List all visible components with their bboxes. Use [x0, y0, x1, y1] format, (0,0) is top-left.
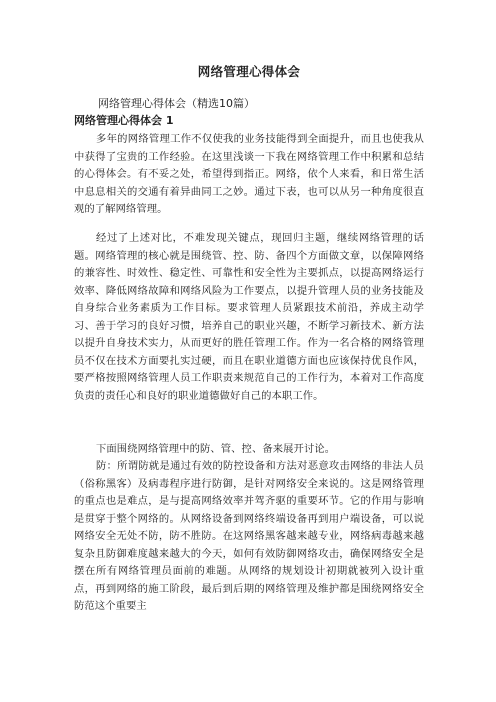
document-title: 网络管理心得体会: [197, 64, 301, 79]
paragraph: 多年的网络管理工作不仅使我的业务技能得到全面提升，而且也使我从中获得了宝贵的工作经验。在这里浅谈一下我在网络管理工作中积累和总结的心得体会。有不妥之处，希望得到指正。网络，依个人来看，和日常生活中息息相关的交通有着异曲同工之妙。通过下表，也可以从另一种角度很直观的了解网络管理。: [74, 133, 424, 215]
paragraph: 下面围绕网络管理中的防、管、控、备来展开讨论。: [96, 443, 336, 455]
paragraph: 防：所谓防就是通过有效的防控设备和方法对恶意攻击网络的非法人员（俗称黑客）及病毒程序进行防御，是针对网络安全来说的。这是网络管理的重点也是难点，是与提高网络效率并驾齐驱的重要环节。它的作用与影响是贯穿于整个网络的。从网络设备到网络终端设备再到用户端设备，可以说网络安全无处不防，防不胜防。在这网络黑客越来越专业，网络病毒越来越复杂且防御难度越来越大的今天，如何有效防御网络攻击，确保网络安全是摆在所有网络管理员面前的难题。从网络的规划设计初期就被列入设计重点，再到网络的施工阶段，最后到后期的网络管理及维护都是围绕网络安全防范这个重要主: [74, 460, 424, 612]
document-subtitle: 网络管理心得体会（精选10篇）: [98, 97, 255, 110]
section-heading: 网络管理心得体会 1: [74, 114, 174, 127]
paragraph: 经过了上述对比，不难发现关键点，现回归主题，继续网络管理的话题。网络管理的核心就是围绕管、控、防、备四个方面做文章，以保障网络的兼容性、时效性、稳定性、可靠性和安全性为主要抓点，以提高网络运行效率、降低网络故障和网络风险为工作要点，以提升管理人员的业务技能及自身综合业务素质为工作目标。要求管理人员紧跟技术前沿，养成主动学习、善于学习的良好习惯，培养自己的职业兴趣，不断学习新技术、新方法以提升自身技术实力，从而更好的胜任管理工作。作为一名合格的网络管理员不仅在技术方面要扎实过硬，而且在职业道德方面也应该保持优良作风，要严格按照网络管理人员工作职责来规范自己的工作行为，本着对工作高度负责的责任心和良好的职业道德做好自己的本职工作。: [74, 232, 424, 402]
